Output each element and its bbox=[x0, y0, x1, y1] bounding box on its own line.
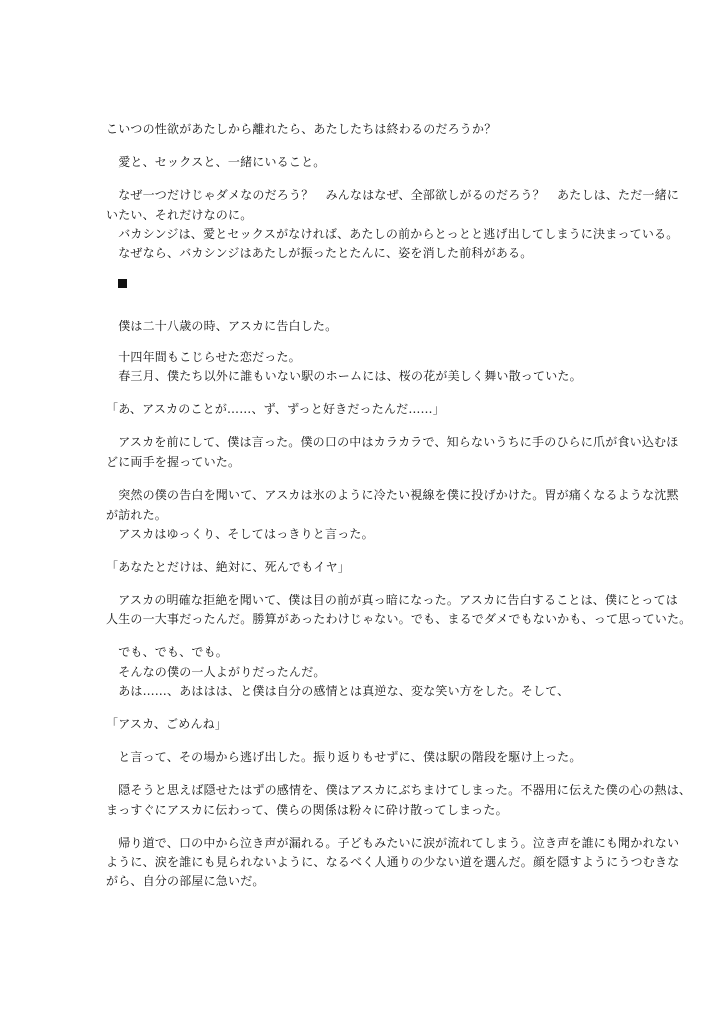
text-line: 十四年間もこじらせた恋だった。 bbox=[106, 350, 301, 364]
text-line: なぜなら、バカシンジはあたしが振ったとたんに、姿を消した前科がある。 bbox=[106, 246, 533, 260]
text-line: 隠そうと思えば隠せたはずの感情を、僕はアスカにぶちまけてしまった。不器用に伝えた僕の心の熱は、 bbox=[106, 783, 692, 797]
text-line: 帰り道で、口の中から泣き声が漏れる。子どもみたいに涙が流れてしまう。泣き声を誰にも聞かれない bbox=[106, 836, 680, 850]
text-line: そんなの僕の一人よがりだったんだ。 bbox=[106, 665, 326, 679]
text-line: まっすぐにアスカに伝わって、僕らの関係は粉々に砕け散ってしまった。 bbox=[106, 803, 508, 817]
text-line: アスカを前にして、僕は言った。僕の口の中はカラカラで、知らないうちに手のひらに爪が食い込むほ bbox=[106, 435, 679, 449]
text-line: 「あなたとだけは、絶対に、死んでもイヤ」 bbox=[106, 560, 351, 574]
text-line: 「あ、アスカのことが……、ず、ずっと好きだったんだ……」 bbox=[106, 402, 445, 416]
text-line: 僕は二十八歳の時、アスカに告白した。 bbox=[106, 319, 338, 333]
text-line: が訪れた。 bbox=[106, 508, 168, 522]
text-line: アスカはゆっくり、そしてはっきりと言った。 bbox=[106, 527, 374, 541]
text-line: でも、でも、でも。 bbox=[106, 645, 229, 659]
text-line: いたい、それだけなのに。 bbox=[106, 208, 253, 222]
text-line: がら、自分の部屋に急いだ。 bbox=[106, 874, 265, 888]
text-line: と言って、その場から逃げ出した。振り返りもせずに、僕は駅の階段を駆け上った。 bbox=[106, 750, 582, 764]
text-line: 突然の僕の告白を聞いて、アスカは氷のように冷たい視線を僕に投げかけた。胃が痛くなるような沈黙 bbox=[106, 488, 679, 502]
text-line: 「アスカ、ごめんね」 bbox=[106, 717, 228, 731]
text-line: あは……、あははは、と僕は自分の感情とは真逆な、変な笑い方をした。そして、 bbox=[106, 684, 570, 698]
text-line: 春三月、僕たち以外に誰もいない駅のホームには、桜の花が美しく舞い散っていた。 bbox=[106, 369, 582, 383]
text-line: ように、涙を誰にも見られないように、なるべく人通りの少ない道を選んだ。顔を隠すようにうつむきな bbox=[106, 855, 680, 869]
text-line: アスカの明確な拒絶を聞いて、僕は目の前が真っ暗になった。アスカに告白することは、僕にとっては bbox=[106, 593, 678, 607]
section-break-square bbox=[118, 279, 127, 288]
text-line: バカシンジは、愛とセックスがなければ、あたしの前からとっとと逃げ出してしまうに決まっている。 bbox=[106, 227, 679, 241]
text-line: どに両手を握っていた。 bbox=[106, 455, 241, 469]
text-line: 人生の一大事だったんだ。勝算があったわけじゃない。でも、まるでダメでもないかも、って思っていた。 bbox=[106, 612, 692, 626]
text-line: 愛と、セックスと、一緒にいること。 bbox=[106, 155, 326, 169]
text-line: こいつの性欲があたしから離れたら、あたしたちは終わるのだろうか？ bbox=[106, 122, 497, 136]
text-line: なぜ一つだけじゃダメなのだろう？ みんなはなぜ、全部欲しがるのだろう？ あたしは、ただ一緒に bbox=[106, 188, 680, 202]
